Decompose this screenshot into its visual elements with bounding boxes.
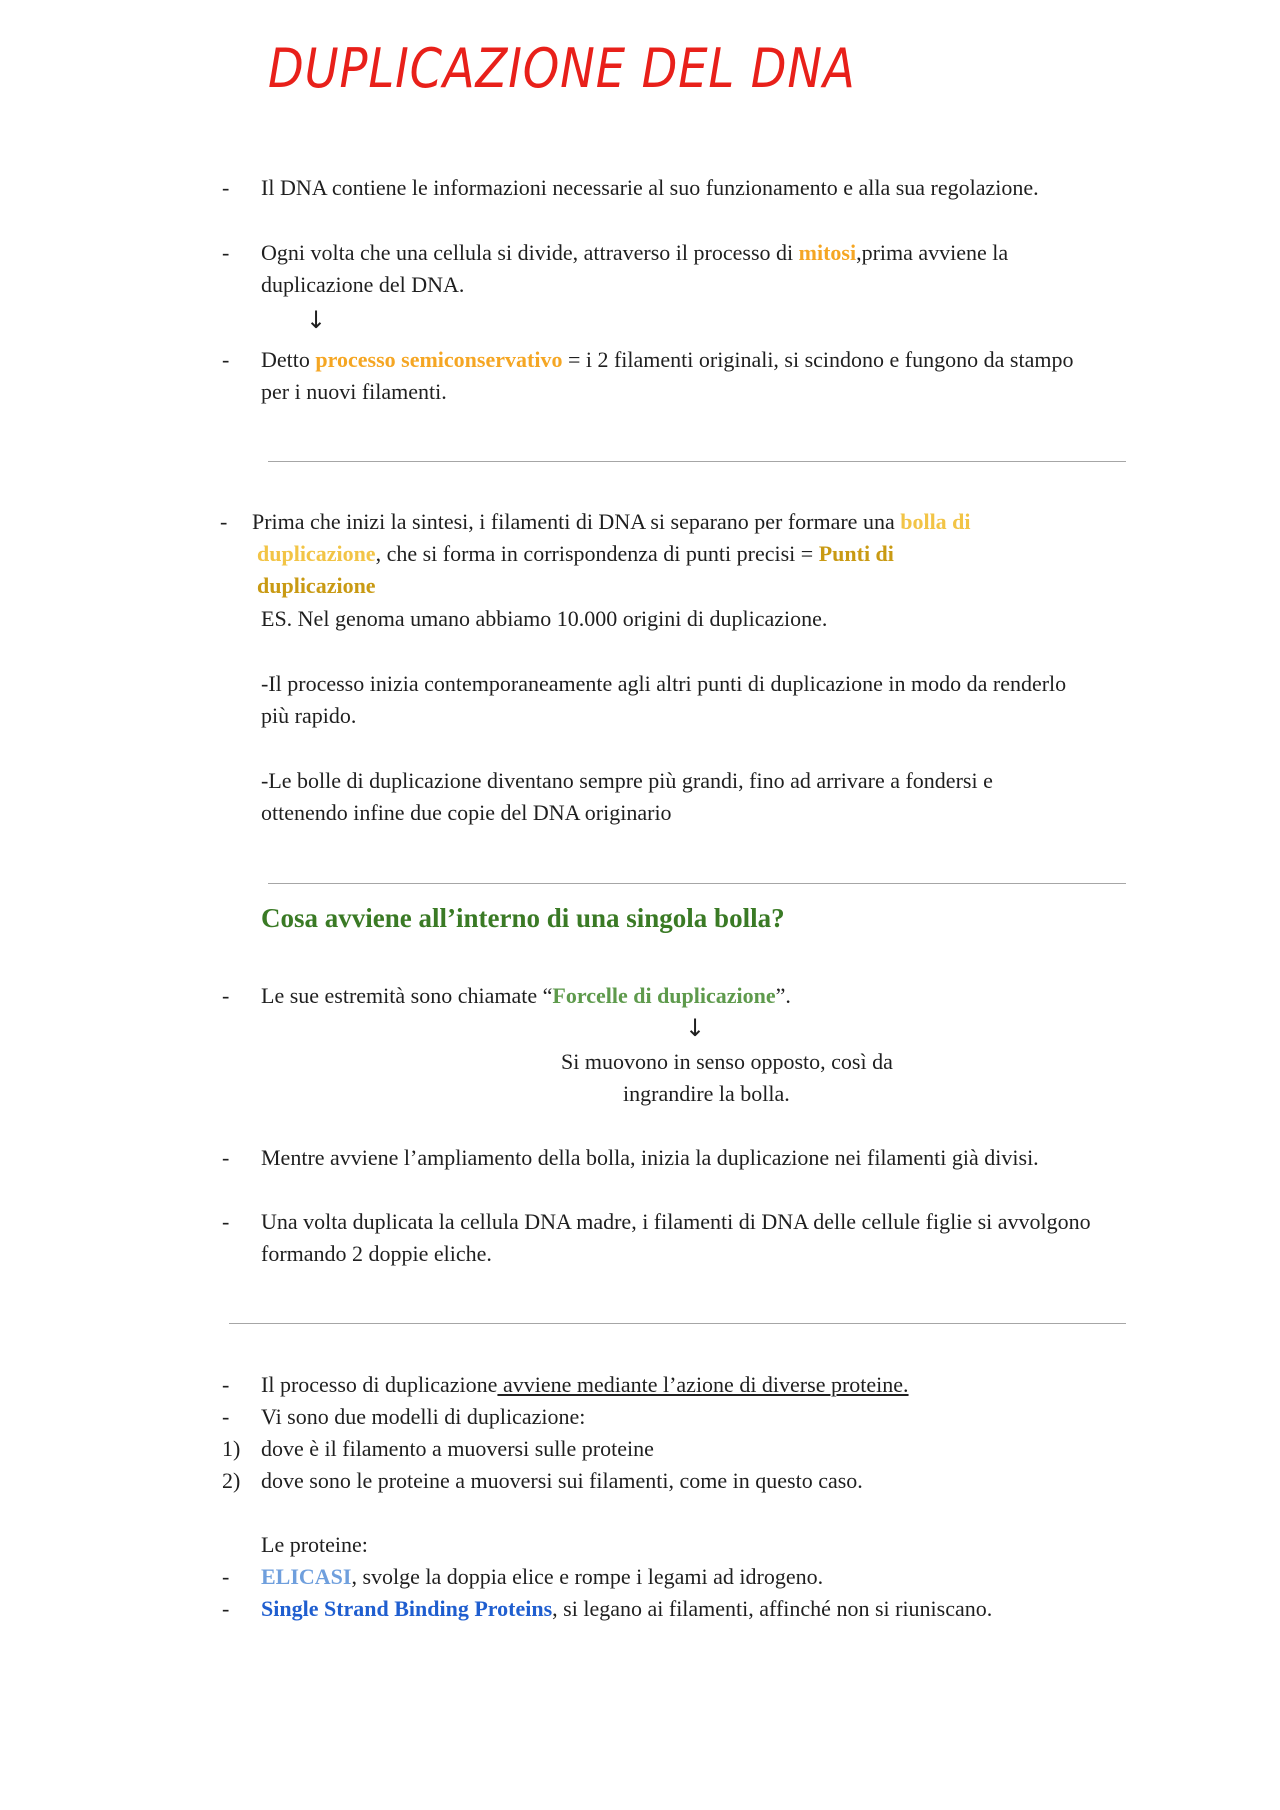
page-title: DUPLICAZIONE DEL DNA — [268, 37, 856, 100]
section-heading: Cosa avviene all’interno di una singola bolla? — [261, 903, 785, 933]
paragraph-mitosi — [261, 237, 1008, 269]
bullet-dash: - — [222, 347, 230, 372]
bullet-dash: - — [222, 1404, 230, 1429]
divider — [268, 883, 1126, 884]
note-forcelle-line2: ingrandire la bolla. — [623, 1081, 790, 1106]
paragraph-proteine — [261, 1369, 909, 1401]
bullet-dash: - — [222, 240, 230, 265]
bullet-dash: - — [222, 175, 230, 200]
underlined-text: avviene mediante l’azione di diverse proteine. — [497, 1372, 909, 1397]
paragraph-semiconservativo — [261, 344, 1073, 376]
paragraph-bolla-line2 — [257, 538, 894, 570]
paragraph-bolle: -Le bolle di duplicazione diventano sempre più grandi, fino ad arrivare a fondersi e — [261, 768, 993, 793]
paragraph-processo-line2: più rapido. — [261, 703, 357, 728]
paragraph-bolla-line1 — [252, 506, 971, 538]
text: Le sue estremità sono chiamate “ — [261, 983, 553, 1008]
bullet-dash: - — [222, 1372, 230, 1397]
paragraph-processo: -Il processo inizia contemporaneamente agli altri punti di duplicazione in modo da renderlo — [261, 671, 1067, 696]
text: , svolge la doppia elice e rompe i legami ad idrogeno. — [351, 1564, 824, 1589]
paragraph-genoma: ES. Nel genoma umano abbiamo 10.000 origini di duplicazione. — [261, 606, 828, 631]
paragraph-ssb — [261, 1593, 992, 1625]
list-number: 2) — [222, 1468, 241, 1493]
text: Ogni volta che una cellula si divide, attraverso il processo di — [261, 240, 799, 265]
highlight-elicasi: ELICASI — [261, 1564, 352, 1589]
paragraph-dna-info: Il DNA contiene le informazioni necessarie al suo funzionamento e alla sua regolazione. — [261, 175, 1039, 200]
bullet-dash: - — [222, 1564, 230, 1589]
bullet-dash: - — [222, 1145, 230, 1170]
bullet-dash: - — [222, 1209, 230, 1234]
paragraph-modelli: Vi sono due modelli di duplicazione: — [261, 1404, 586, 1429]
down-arrow-icon: ↓ — [685, 1014, 706, 1042]
highlight-duplicazione: duplicazione — [257, 541, 376, 566]
list-item-modello-2: dove sono le proteine a muoversi sui filamenti, come in questo caso. — [261, 1468, 863, 1493]
paragraph-ampliamento: Mentre avviene l’ampliamento della bolla, inizia la duplicazione nei filamenti già divisi. — [261, 1145, 1039, 1170]
list-item-modello-1: dove è il filamento a muoversi sulle proteine — [261, 1436, 654, 1461]
paragraph-doppie-eliche-line2: formando 2 doppie eliche. — [261, 1241, 492, 1266]
highlight-forcelle: Forcelle di duplicazione — [552, 983, 776, 1008]
list-number: 1) — [222, 1436, 241, 1461]
paragraph-doppie-eliche: Una volta duplicata la cellula DNA madre, i filamenti di DNA delle cellule figlie si avvolgono — [261, 1209, 1091, 1234]
text: ”. — [775, 983, 791, 1008]
text: , si legano ai filamenti, affinché non si riuniscano. — [552, 1596, 993, 1621]
note-forcelle-line1: Si muovono in senso opposto, così da — [561, 1049, 893, 1074]
highlight-ssb: Single Strand Binding Proteins — [261, 1596, 553, 1621]
paragraph-forcelle — [261, 980, 791, 1012]
bullet-dash: - — [220, 509, 228, 534]
highlight-bolla: bolla di — [900, 509, 971, 534]
divider — [268, 461, 1126, 462]
highlight-semiconservativo: processo semiconservativo — [315, 347, 563, 372]
bullet-dash: - — [222, 983, 230, 1008]
highlight-punti-duplicazione: duplicazione — [257, 573, 376, 598]
paragraph-mitosi-line2: duplicazione del DNA. — [261, 272, 465, 297]
highlight-mitosi: mitosi — [798, 240, 857, 265]
down-arrow-icon: ↓ — [306, 306, 327, 334]
text: Prima che inizi la sintesi, i filamenti di DNA si separano per formare una — [252, 509, 901, 534]
text: , che si forma in corrispondenza di punti precisi = — [375, 541, 819, 566]
text: Detto — [261, 347, 316, 372]
highlight-punti: Punti di — [818, 541, 894, 566]
paragraph-bolle-line2: ottenendo infine due copie del DNA originario — [261, 800, 672, 825]
paragraph-elicasi — [261, 1561, 823, 1593]
text: ,prima avviene la — [856, 240, 1009, 265]
paragraph-semiconservativo-line2: per i nuovi filamenti. — [261, 379, 447, 404]
text: Il processo di duplicazione — [261, 1372, 498, 1397]
text: = i 2 filamenti originali, si scindono e fungono da stampo — [562, 347, 1074, 372]
divider — [229, 1323, 1126, 1324]
bullet-dash: - — [222, 1596, 230, 1621]
proteins-label: Le proteine: — [261, 1532, 368, 1557]
